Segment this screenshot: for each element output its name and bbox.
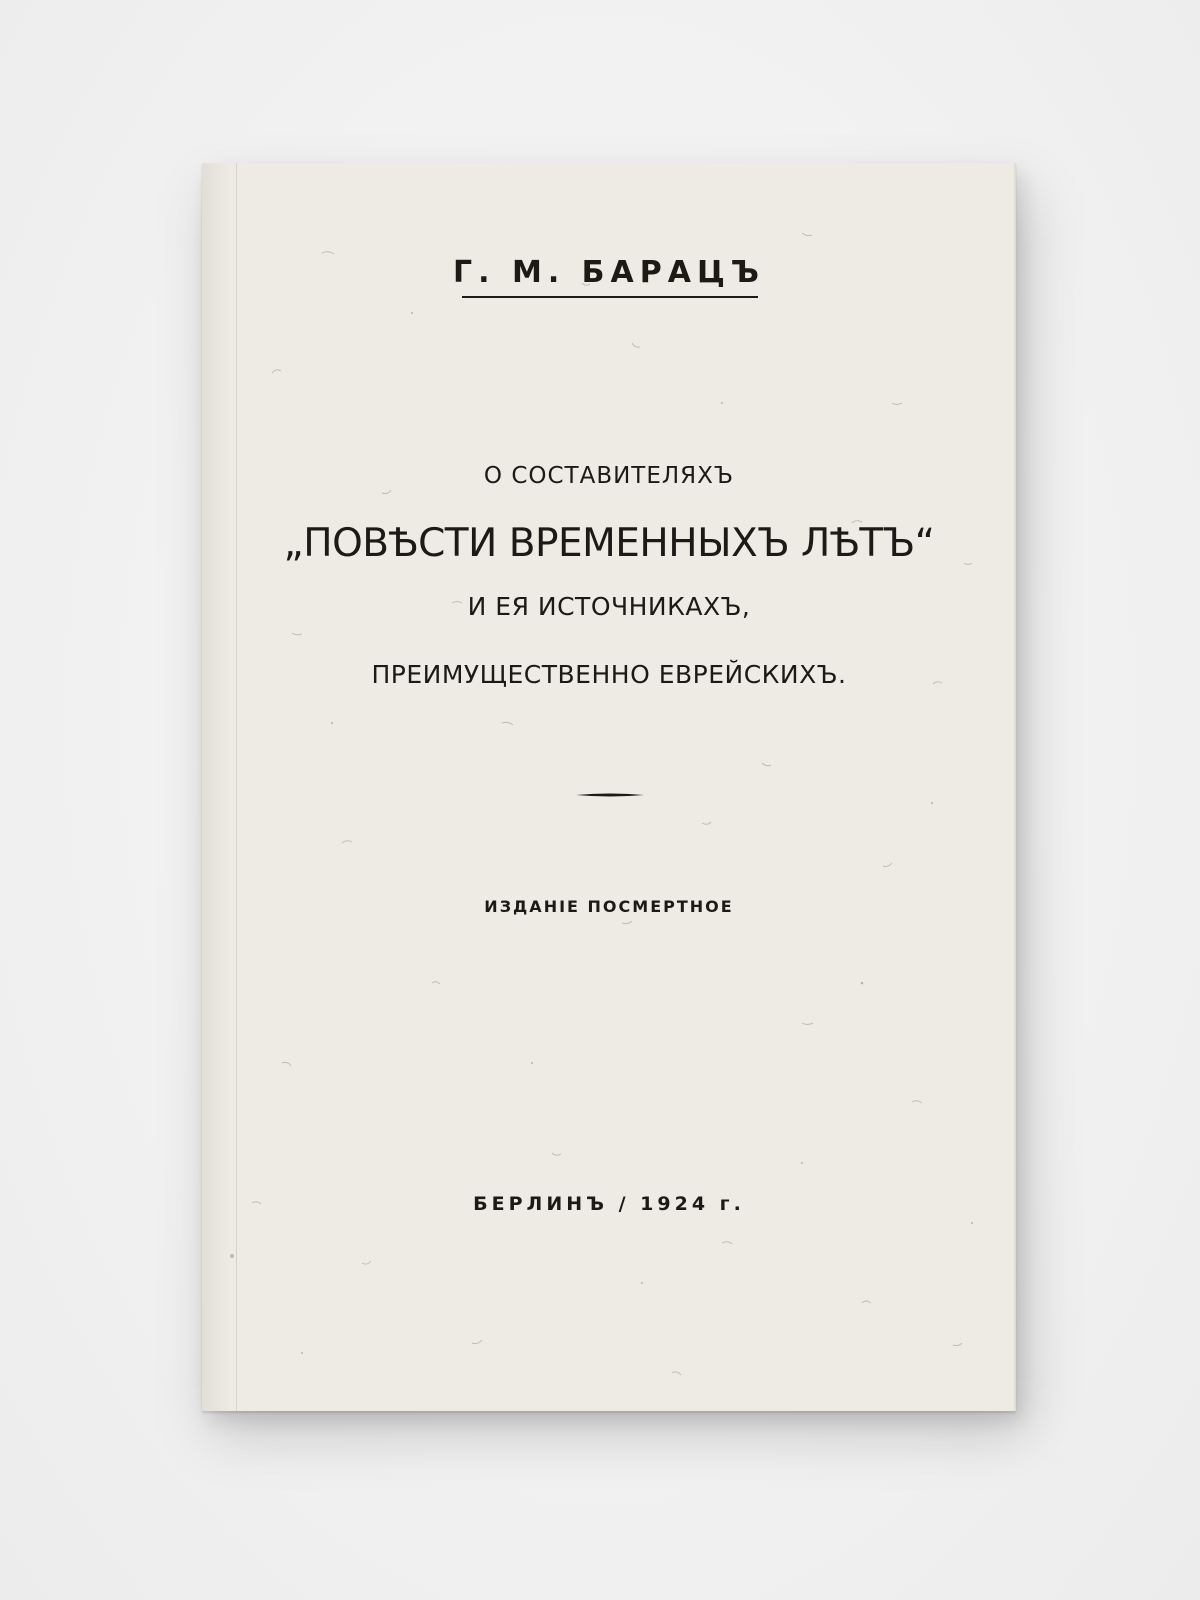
ornament-rule (576, 792, 644, 798)
title-line-1: О СОСТАВИТЕЛЯХЪ (483, 463, 735, 489)
title-line-3: И ЕЯ ИСТОЧНИКАХЪ, (467, 592, 751, 621)
author-underline (462, 296, 758, 298)
title-line-4: ПРЕИМУЩЕСТВЕННО ЕВРЕЙСКИХЪ. (371, 660, 847, 689)
spine-crease (236, 163, 237, 1411)
cover-edge (1013, 163, 1016, 1411)
paper-fiber-texture (202, 163, 1016, 1411)
title-line-2: „ПОВѢСТИ ВРЕМЕННЫХЪ ЛѢТЪ“ (283, 521, 935, 566)
book-cover (202, 163, 1016, 1411)
imprint: БЕРЛИНЪ / 1924 г. (473, 1193, 745, 1215)
author-name: Г. М. БАРАЦЪ (453, 255, 765, 290)
edition-note: ИЗДАНІЕ ПОСМЕРТНОЕ (484, 897, 734, 916)
